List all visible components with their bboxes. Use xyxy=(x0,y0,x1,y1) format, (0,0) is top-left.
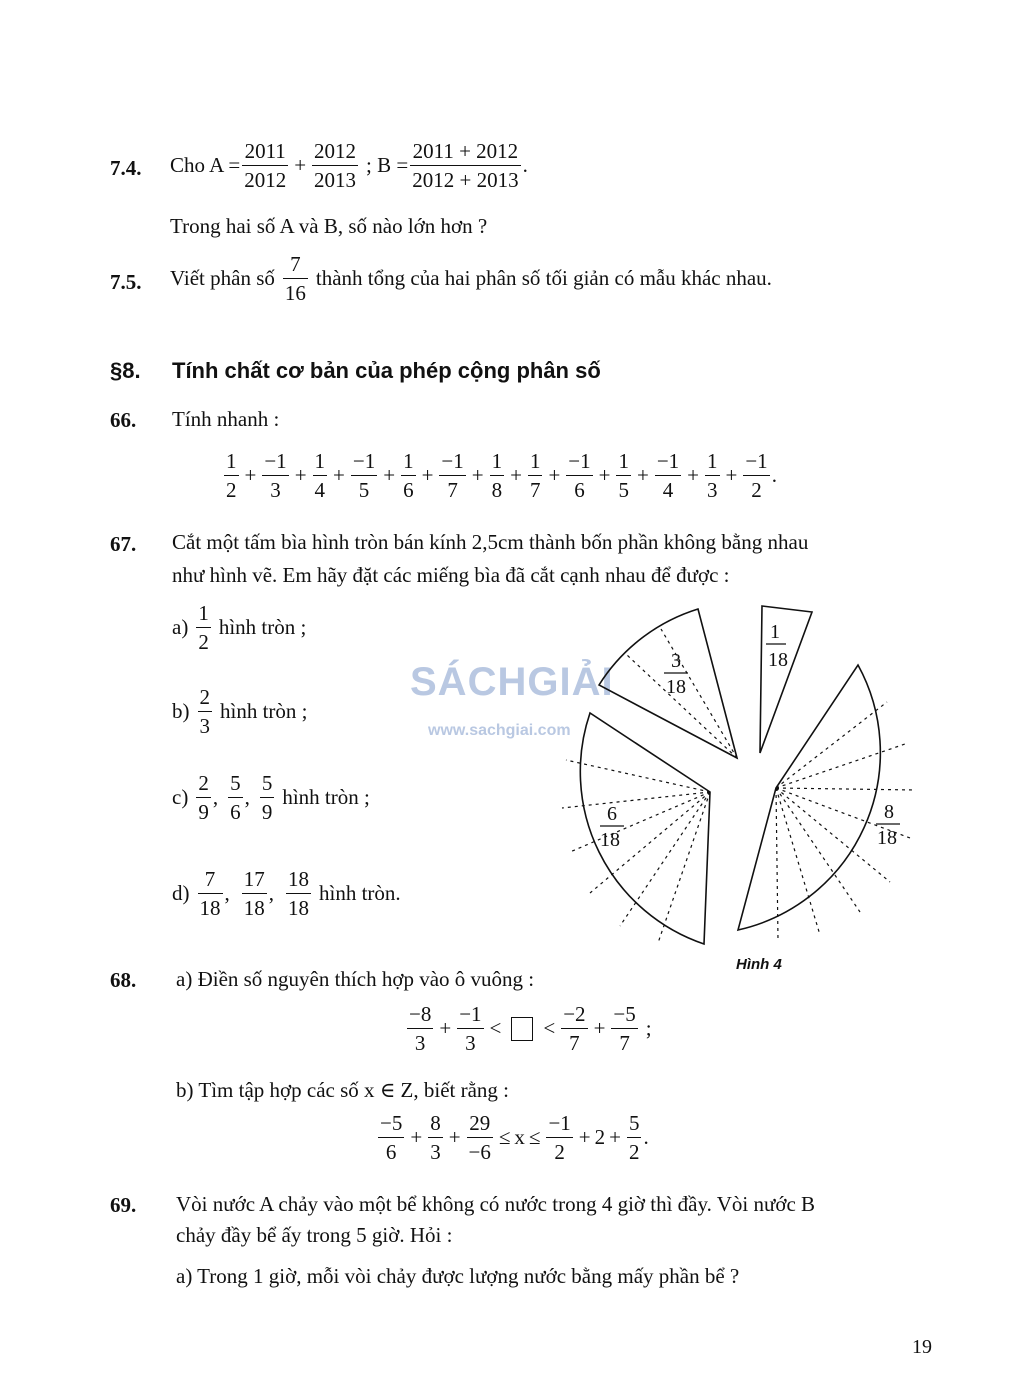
label-8-18-num: 8 xyxy=(884,801,894,823)
problem-69-number: 69. xyxy=(110,1193,137,1217)
plus-sign: + xyxy=(294,463,307,488)
fraction-term: $\frac{-1}{7}$ xyxy=(441,449,464,503)
less-than-sign: < xyxy=(489,1016,502,1041)
piece-8-18 xyxy=(738,665,880,930)
problem-7-5-number: 7.5. xyxy=(110,270,142,294)
plus-sign: + xyxy=(593,1016,606,1041)
problem-7-4-number: 7.4. xyxy=(110,156,142,180)
watermark-url: www.sachgiai.com xyxy=(428,722,571,739)
problem-66-expression xyxy=(222,450,777,501)
label-1-18-den: 18 xyxy=(768,649,788,671)
fraction: $\frac{-8}{3}$ xyxy=(409,1002,432,1056)
option-label: a) xyxy=(172,615,189,640)
option-a xyxy=(172,602,306,653)
number-two: 2 xyxy=(594,1125,606,1150)
intro-text: Cho A = xyxy=(170,153,241,178)
option-label: d) xyxy=(172,881,190,906)
label-3-18-den: 18 xyxy=(666,676,686,698)
problem-69-a: a) Trong 1 giờ, mỗi vòi chảy được lượng nước bằng mấy phần bể ? xyxy=(176,1264,740,1288)
fraction: $\frac{1}{2}$ xyxy=(198,601,209,655)
label-3-18-num: 3 xyxy=(671,650,681,672)
fraction: $\frac{-1}{3}$ xyxy=(459,1002,482,1056)
fraction-term: $\frac{1}{8}$ xyxy=(491,449,503,503)
plus-sign: + xyxy=(548,463,561,488)
problem-7-5-text xyxy=(170,253,772,304)
fraction: $\frac{2}{3}$ xyxy=(199,685,210,739)
comma: , xyxy=(212,785,219,810)
label-1-18-num: 1 xyxy=(770,621,780,643)
option-d xyxy=(172,868,401,919)
problem-68-b-text: b) Tìm tập hợp các số x ∈ Z, biết rằng : xyxy=(176,1078,510,1102)
plus-sign: + xyxy=(578,1125,591,1150)
plus-sign: + xyxy=(636,463,649,488)
fraction: $\frac{-2}{7}$ xyxy=(563,1002,586,1056)
fraction-term: $\frac{1}{5}$ xyxy=(618,449,629,503)
fraction: $\frac{2011 + 2012}{2012 + 2013}$ xyxy=(412,139,519,193)
fraction: $\frac{8}{3}$ xyxy=(430,1111,441,1165)
fraction: $\frac{7}{16}$ xyxy=(284,252,306,306)
circle-pieces-figure xyxy=(540,590,940,960)
option-text: hình tròn ; xyxy=(282,785,370,810)
answer-box[interactable] xyxy=(511,1017,533,1041)
fraction: $\frac{-1}{2}$ xyxy=(548,1111,571,1165)
period: . xyxy=(771,463,777,488)
fraction-term: $\frac{-1}{5}$ xyxy=(352,449,376,503)
problem-67-line2: như hình vẽ. Em hãy đặt các miếng bìa đã cắt cạnh nhau để được : xyxy=(172,563,730,587)
fraction: $\frac{5}{9}$ xyxy=(261,771,273,825)
problem-68-a-text: a) Điền số nguyên thích hợp vào ô vuông : xyxy=(176,967,535,991)
problem-67-line1: Cắt một tấm bìa hình tròn bán kính 2,5cm thành bốn phần không bằng nhau xyxy=(172,530,809,554)
plus-sign: + xyxy=(333,463,345,488)
separator-text: ; B = xyxy=(366,153,409,178)
fraction-term: $\frac{-1}{4}$ xyxy=(656,449,680,503)
problem-7-4-expression xyxy=(170,140,528,191)
text: Viết phân số xyxy=(170,266,275,291)
label-6-18-den: 18 xyxy=(600,829,620,851)
label-6-18-num: 6 xyxy=(607,803,617,825)
problem-7-4-question: Trong hai số A và B, số nào lớn hơn ? xyxy=(170,214,488,238)
problem-69-line2: chảy đầy bể ấy trong 5 giờ. Hỏi : xyxy=(176,1223,453,1247)
fraction: $\frac{5}{2}$ xyxy=(628,1111,640,1165)
fraction: $\frac{18}{18}$ xyxy=(288,867,309,921)
text: thành tổng của hai phân số tối giản có mẫu khác nhau. xyxy=(315,266,772,291)
plus-sign: + xyxy=(725,463,738,488)
fraction-term: $\frac{1}{6}$ xyxy=(403,449,414,503)
plus-sign: + xyxy=(598,463,611,488)
option-label: c) xyxy=(172,785,189,810)
section-number: §8. xyxy=(110,358,141,383)
less-than-sign: < xyxy=(543,1016,556,1041)
plus-sign: + xyxy=(687,463,699,488)
option-text: hình tròn ; xyxy=(218,615,307,640)
problem-67-number: 67. xyxy=(110,532,137,556)
fraction-term: $\frac{1}{3}$ xyxy=(707,449,718,503)
fraction: $\frac{-5}{7}$ xyxy=(613,1002,636,1056)
fraction: $\frac{5}{6}$ xyxy=(230,771,241,825)
plus-sign: + xyxy=(244,463,257,488)
fraction: $\frac{2}{9}$ xyxy=(198,771,209,825)
plus-sign: + xyxy=(609,1125,621,1150)
plus-sign: + xyxy=(471,463,484,488)
plus-sign: + xyxy=(410,1125,423,1150)
problem-68-number: 68. xyxy=(110,968,137,992)
comma: , xyxy=(224,881,230,906)
fraction-term: $\frac{1}{7}$ xyxy=(529,449,541,503)
problem-68-b-expression xyxy=(376,1112,649,1163)
semicolon: ; xyxy=(645,1016,652,1041)
plus-sign: + xyxy=(448,1125,461,1150)
option-text: hình tròn. xyxy=(319,881,401,906)
fraction-term: $\frac{-1}{6}$ xyxy=(568,449,591,503)
less-equal-sign: ≤ xyxy=(528,1125,541,1150)
less-equal-sign: ≤ xyxy=(498,1125,511,1150)
option-c xyxy=(172,772,370,823)
figure-caption: Hình 4 xyxy=(736,956,782,973)
option-b xyxy=(172,686,308,737)
fraction: $\frac{17}{18}$ xyxy=(243,867,265,921)
option-text: hình tròn ; xyxy=(220,699,308,724)
section-title: Tính chất cơ bản của phép cộng phân số xyxy=(172,358,601,383)
fraction-term: $\frac{-1}{3}$ xyxy=(264,449,287,503)
page-number: 19 xyxy=(912,1336,932,1358)
problem-69-line1: Vòi nước A chảy vào một bể không có nước trong 4 giờ thì đầy. Vòi nước B xyxy=(176,1192,816,1216)
period: . xyxy=(522,153,528,178)
fraction: $\frac{-5}{6}$ xyxy=(380,1111,403,1165)
problem-66-label: Tính nhanh : xyxy=(172,407,280,431)
variable-x: x xyxy=(514,1125,525,1150)
fraction-term: $\frac{1}{4}$ xyxy=(314,449,326,503)
comma: , xyxy=(268,881,274,906)
plus-sign: + xyxy=(421,463,434,488)
fraction-term: $\frac{1}{2}$ xyxy=(226,449,237,503)
plus-sign: + xyxy=(439,1016,452,1041)
piece-1-18 xyxy=(760,606,812,753)
fraction: $\frac{2012}{2013}$ xyxy=(314,139,357,193)
plus-sign: + xyxy=(383,463,396,488)
fraction: $\frac{29}{-6}$ xyxy=(468,1111,491,1165)
plus-sign: + xyxy=(510,463,522,488)
problem-68-a-expression xyxy=(405,1003,652,1054)
watermark-logo: SÁCHGIẢI xyxy=(410,660,614,704)
comma: , xyxy=(244,785,250,810)
period: . xyxy=(643,1125,649,1150)
label-8-18-den: 18 xyxy=(877,827,897,849)
plus-sign: + xyxy=(294,153,307,178)
fraction-term: $\frac{-1}{2}$ xyxy=(745,449,768,503)
option-label: b) xyxy=(172,699,190,724)
problem-66-number: 66. xyxy=(110,408,137,432)
fraction: $\frac{7}{18}$ xyxy=(199,867,221,921)
fraction: $\frac{2011}{2012}$ xyxy=(244,139,287,193)
